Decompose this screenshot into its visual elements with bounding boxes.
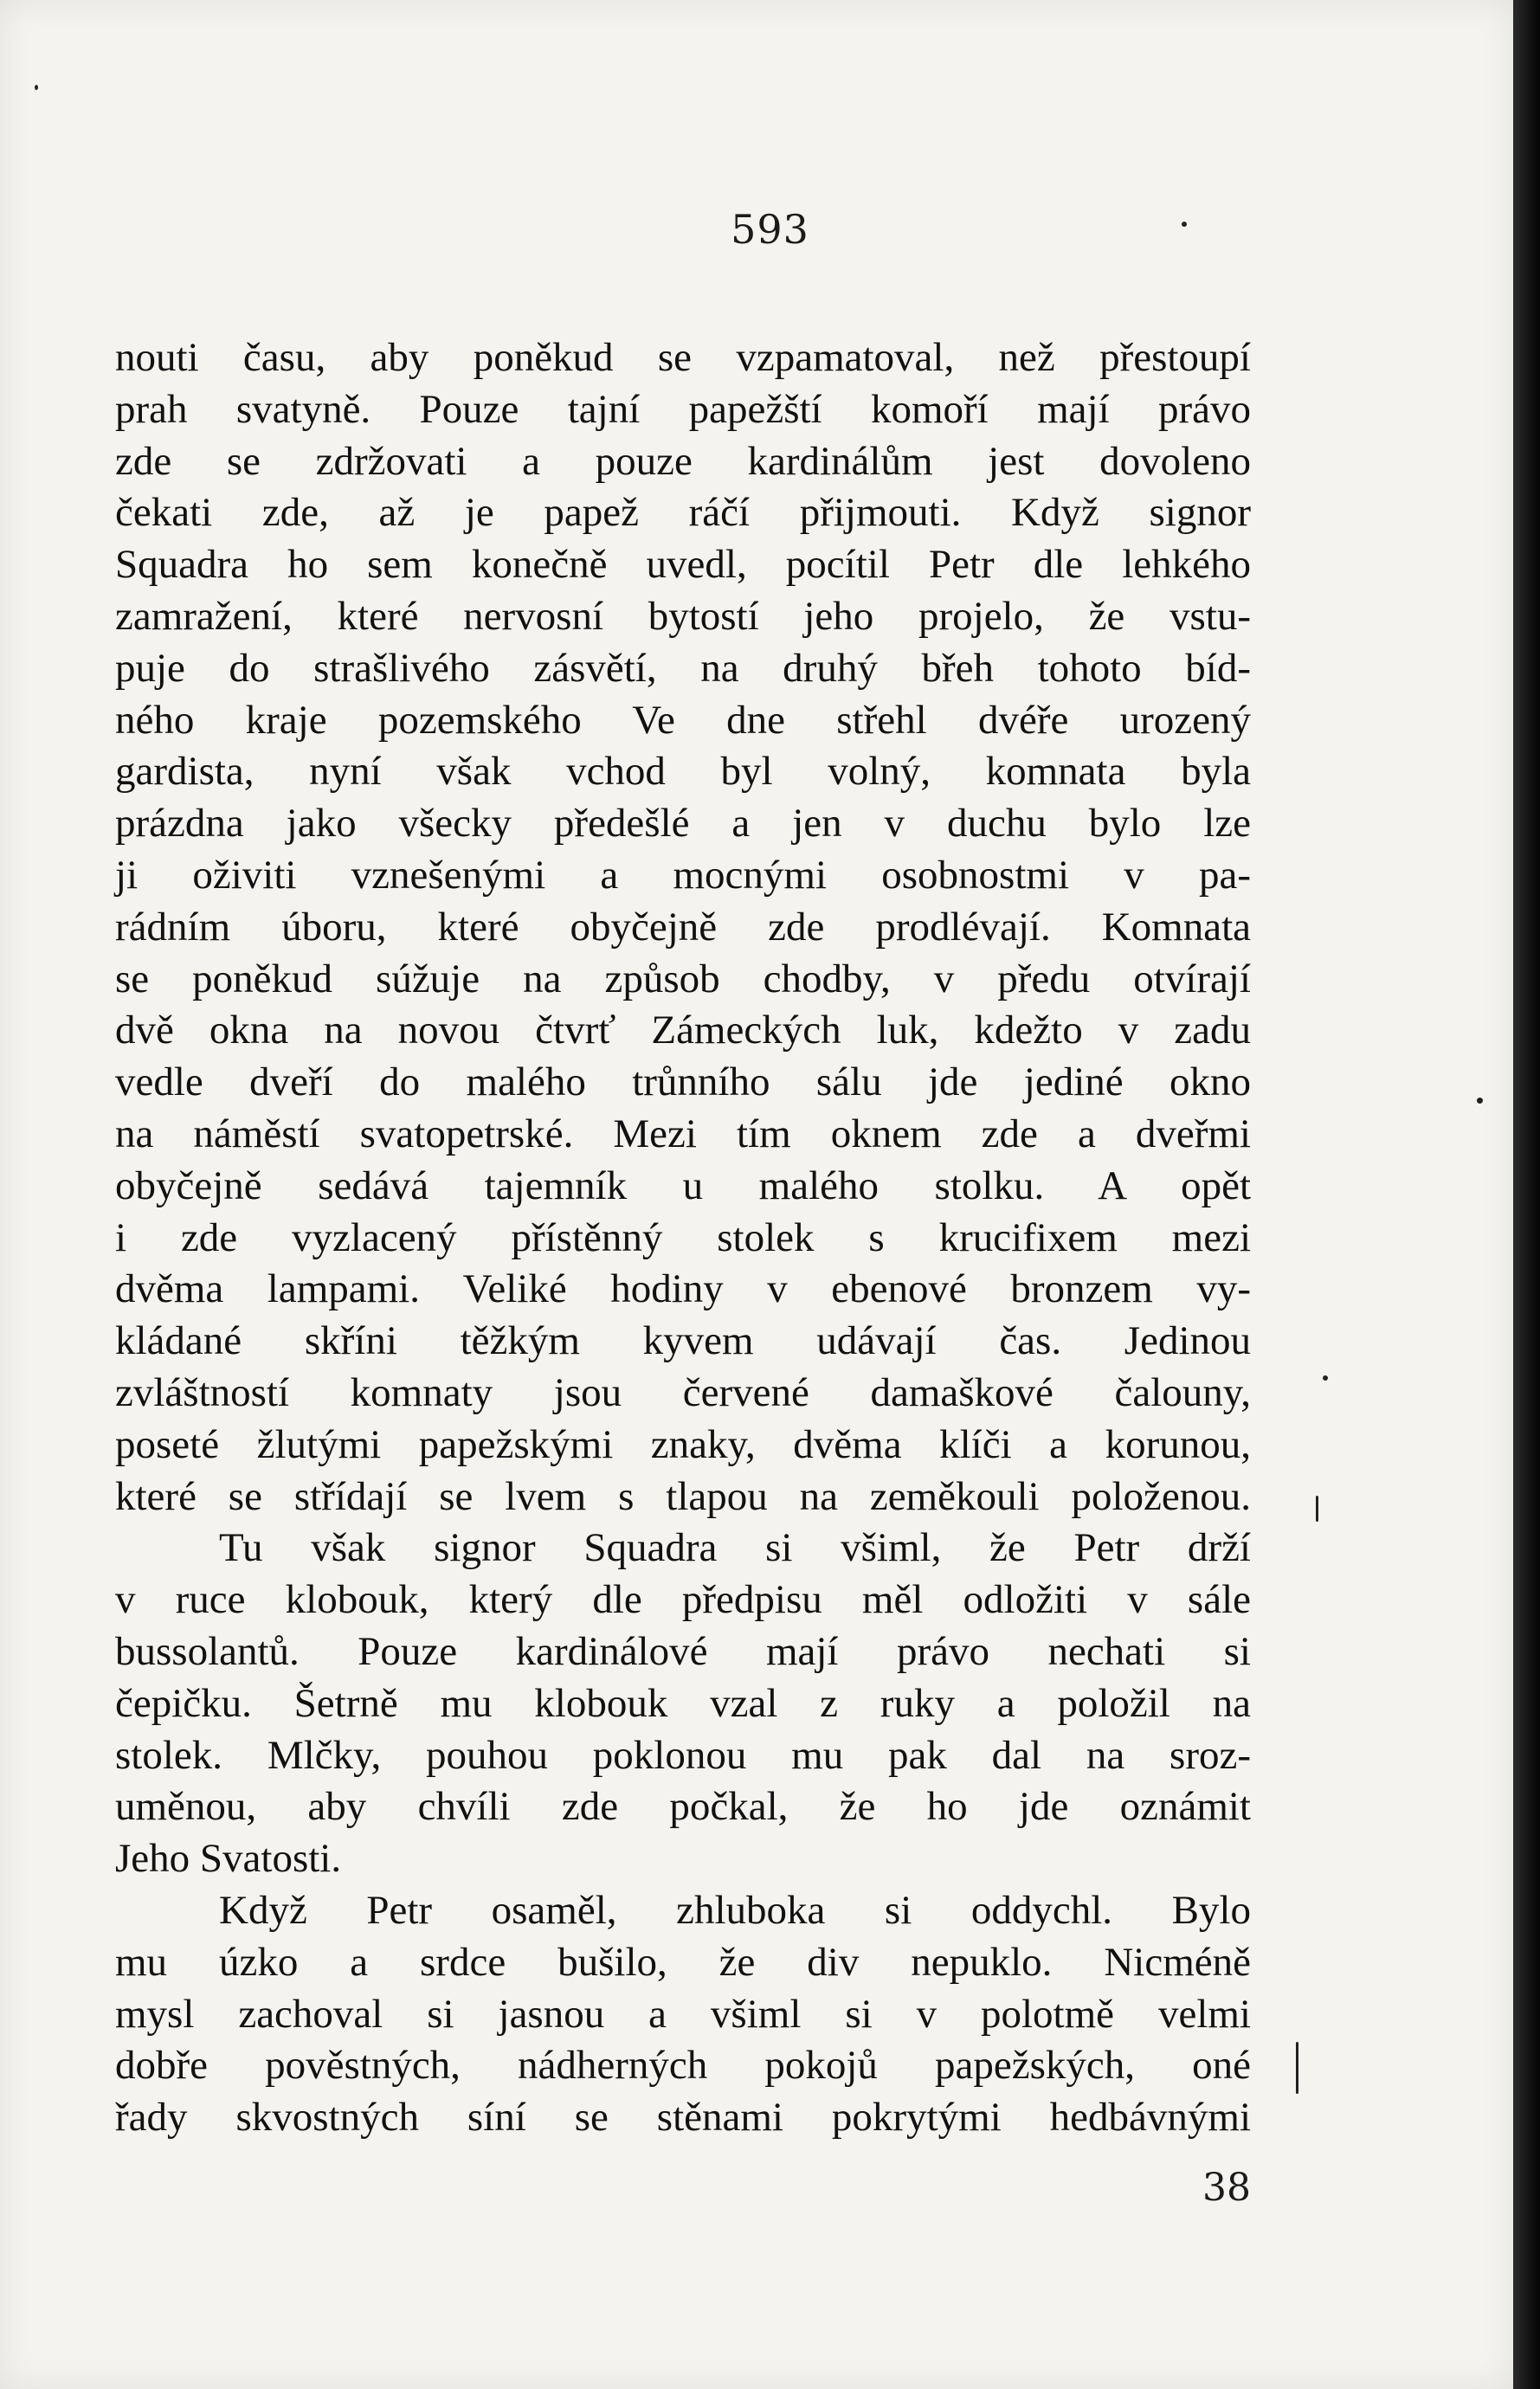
text-line: nouti času, aby poněkud se vzpamatoval, než přestoupí <box>115 335 1251 380</box>
text-line: poseté žlutými papežskými znaky, dvěma klíči a korunou, <box>115 1421 1251 1467</box>
scan-speck <box>1316 1496 1318 1522</box>
paragraph-start-line: Když Petr osaměl, zhluboka si oddychl. Bylo <box>219 1887 1251 1933</box>
text-line: prah svatyně. Pouze tajní papežští komoří mají právo <box>115 386 1251 432</box>
text-line: mu úzko a srdce bušilo, že div nepuklo. Nicméně <box>115 1939 1251 1985</box>
text-line: prázdna jako všecky předešlé a jen v duchu bylo lze <box>115 801 1251 847</box>
page-edge-shadow <box>1513 0 1540 2389</box>
text-line: vedle dveří do malého trůnního sálu jde jediné okno <box>115 1059 1251 1105</box>
page-number: 593 <box>731 206 809 253</box>
scan-speck <box>1296 2042 1298 2094</box>
text-line: gardista, nyní však vchod byl volný, komnata byla <box>115 749 1251 795</box>
scan-speck <box>1477 1098 1483 1104</box>
text-line: dvěma lampami. Veliké hodiny v ebenové bronzem vy- <box>115 1266 1251 1312</box>
text-line: zvláštností komnaty jsou červené damaškové čalouny, <box>115 1369 1251 1415</box>
scan-speck <box>35 85 38 90</box>
text-line: obyčejně sedává tajemník u malého stolku. A opět <box>115 1162 1251 1208</box>
text-line: zde se zdržovati a pouze kardinálům jest dovoleno <box>115 438 1251 484</box>
text-line: na náměstí svatopetrské. Mezi tím oknem zde a dveřmi <box>115 1111 1251 1156</box>
text-line: kládané skříni těžkým kyvem udávají čas. Jedinou <box>115 1318 1251 1364</box>
text-line: mysl zachoval si jasnou a všiml si v polotmě velmi <box>115 1991 1251 2037</box>
signature-number: 38 <box>1202 2166 1251 2210</box>
text-line: v ruce klobouk, který dle předpisu měl odložiti v sále <box>115 1577 1251 1623</box>
text-line: i zde vyzlacený přístěnný stolek s krucifixem mezi <box>115 1214 1251 1260</box>
text-line: ného kraje pozemského Ve dne střehl dvéře urozený <box>115 697 1251 743</box>
text-line: stolek. Mlčky, pouhou poklonou mu pak dal na sroz- <box>115 1732 1251 1778</box>
text-line: uměnou, aby chvíli zde počkal, že ho jde oznámit <box>115 1784 1251 1830</box>
text-line: bussolantů. Pouze kardinálové mají právo nechati si <box>115 1628 1251 1674</box>
text-line: řady skvostných síní se stěnami pokrytými hedbávnými <box>115 2095 1251 2141</box>
text-line: ji oživiti vznešenými a mocnými osobnostmi v pa- <box>115 852 1251 898</box>
paragraph-start-line: Tu však signor Squadra si všiml, že Petr drží <box>219 1525 1251 1571</box>
text-line: se poněkud súžuje na způsob chodby, v předu otvírají <box>115 956 1251 1001</box>
scan-speck <box>1323 1375 1328 1381</box>
text-line: které se střídají se lvem s tlapou na zeměkouli položenou. <box>115 1473 1251 1519</box>
text-line: dobře pověstných, nádherných pokojů papežských, oné <box>115 2043 1251 2089</box>
text-line: čekati zde, až je papež ráčí přijmouti. Když signor <box>115 490 1251 536</box>
text-line: Squadra ho sem konečně uvedl, pocítil Petr dle lehkého <box>115 542 1251 588</box>
page-body-text <box>115 332 1251 2144</box>
text-line: zamražení, které nervosní bytostí jeho projelo, že vstu- <box>115 593 1251 639</box>
text-line: puje do strašlivého zásvětí, na druhý břeh tohoto bíd- <box>115 645 1251 691</box>
text-line: dvě okna na novou čtvrť Zámeckých luk, kdežto v zadu <box>115 1008 1251 1053</box>
text-line: čepičku. Šetrně mu klobouk vzal z ruky a položil na <box>115 1680 1251 1726</box>
paragraph-end-line: Jeho Svatosti. <box>115 1836 342 1882</box>
text-line: rádním úboru, které obyčejně zde prodlévají. Komnata <box>115 904 1251 950</box>
